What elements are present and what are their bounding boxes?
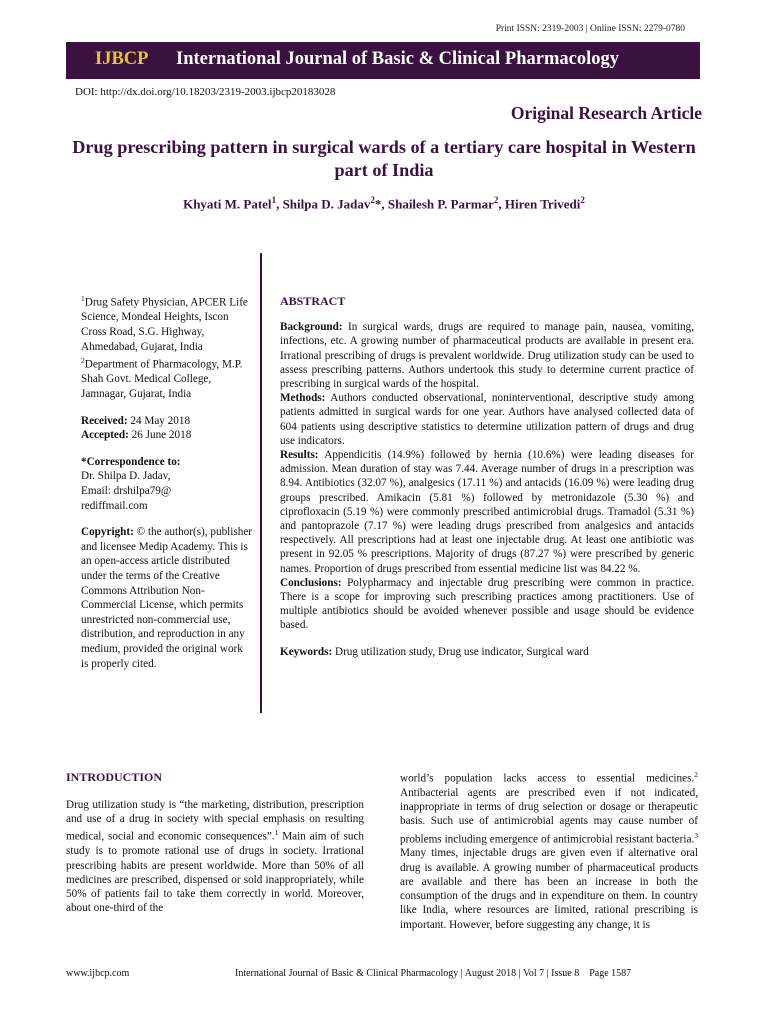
section-text: In surgical wards, drugs are required to manage pain, nausea, vomiting, infections, etc. A growing number of pharmaceutical products are available in present era. Irrational prescribing of drugs is prevalent worldwide. Drug utilization study can be used to assess prescribing patterns. Authors undertook this study to determine current practice of prescribing in surgical wards of the hospital.	[280, 321, 694, 391]
text-run: Main aim of such study is to promote rational use of drugs in society. Irrational prescribing habits are present worldwide. More than 50% of all medicines are prescribed, dispensed or sold inappropriately, while 50% of patients fail to take them correctly in world. Moreover, about one-third of the	[66, 831, 364, 915]
correspondence-email[interactable]: rediffmail.com	[81, 499, 148, 512]
section-label: Conclusions:	[280, 576, 342, 589]
keywords-label: Keywords:	[280, 645, 333, 658]
abstract-background	[280, 320, 694, 391]
affiliation	[81, 292, 253, 354]
keywords	[280, 645, 694, 659]
received-label: Received:	[81, 414, 128, 427]
citation-ref[interactable]: 3	[694, 830, 698, 840]
footer-website[interactable]: www.ijbcp.com	[66, 968, 130, 979]
journal-banner	[66, 42, 700, 79]
copyright-label: Copyright:	[81, 526, 134, 539]
author-separator: ,	[276, 196, 283, 212]
author-separator: ,	[381, 196, 388, 212]
author-affiliation-mark: 2	[370, 195, 375, 205]
received-date: 24 May 2018	[130, 414, 191, 427]
affiliation-mark: 1	[81, 294, 85, 303]
section-label: Results:	[280, 449, 319, 462]
article-info-sidebar	[81, 292, 253, 683]
correspondence-label: *Correspondence to:	[81, 455, 181, 468]
section-label: Methods:	[280, 392, 326, 405]
citation-ref[interactable]: 2	[694, 770, 698, 779]
text-run: world’s population lacks access to essential medicines.	[400, 772, 695, 785]
column-divider	[260, 253, 262, 713]
copyright-text: © the author(s), publisher and licensee Medip Academy. This is an open-access article distributed under the terms of the Creative Commons Attribution Non-Commercial License, which permits unrestricted non-commercial use, distribution, and reproduction in any medium, provided the original work is properly cited.	[81, 526, 253, 670]
paragraph	[66, 798, 364, 915]
issn-line: Print ISSN: 2319-2003 | Online ISSN: 2279-0780	[495, 24, 685, 34]
section-text: Polypharmacy and injectable drug prescribing were common in practice. There is a scope for improving such prescribing practices among practitioners. Use of multiple antibiotics should be avoided whenever possible and usage should be evidence based.	[280, 576, 694, 632]
author-affiliation-mark: 2	[493, 195, 499, 205]
citation-ref[interactable]: 1	[274, 828, 279, 838]
abstract	[280, 294, 694, 659]
introduction-right-column	[400, 768, 698, 932]
author-affiliation-mark: 2	[580, 195, 585, 205]
affiliation-text: Department of Pharmacology, M.P. Shah Govt. Medical College, Jamnagar, Gujarat, India	[81, 358, 243, 401]
abstract-results	[280, 448, 694, 576]
paragraph	[400, 768, 698, 932]
article-title: Drug prescribing pattern in surgical wards of a tertiary care hospital in Western part of India	[72, 137, 696, 180]
affiliation-text: Drug Safety Physician, APCER Life Science, Mondeal Heights, Iscon Cross Road, S.G. Highway, Ahmedabad, Gujarat, India	[81, 296, 248, 353]
correspondence-line: Dr. Shilpa D. Jadav,	[81, 470, 171, 483]
abstract-conclusions	[280, 576, 694, 633]
text-run: Many times, injectable drugs are given even if alternative oral drug is available. A growing number of pharmaceutical products are available and there has been an increase in both the consumption of the drugs and in expenditure on them. In country like India, where resources are limited, rational prescribing is important. However, before suggesting any change, it is	[400, 847, 698, 931]
author-affiliation-mark: 1	[271, 195, 277, 205]
section-text: Authors conducted observational, noninterventional, descriptive study among patients admitted in surgical wards for one year. Authors have analysed collected data of 604 patients using descriptive statistics to determine utilization pattern of drugs and drug use indicators.	[280, 392, 694, 447]
text-run: Antibacterial agents are prescribed even if not indicated, inappropriate in terms of drug selection or dosage or therapeutic basis. Such use of antimicrobial agents may cause number of problems including emergence of antimicrobial resistant bacteria.	[400, 786, 698, 846]
affiliation-mark: 2	[81, 356, 85, 366]
section-label: Background:	[280, 321, 343, 334]
author-name: Khyati M. Patel	[183, 196, 272, 212]
affiliation	[81, 354, 253, 402]
affiliations	[81, 292, 253, 402]
article-type: Original Research Article	[510, 103, 702, 123]
author-separator: ,	[498, 196, 505, 212]
section-text: Appendicitis (14.9%) followed by hernia (10.6%) were leading diseases for admission. Mean duration of stay was 7.44. Average number of drugs in a prescription was 8.94. Antibiotics (32.07 %), analgesics (17.11 %) and antacids (16.09 %) were leading drug groups prescribed. Amikacin (5.81 %) followed by metronidazole (5.30 %) and ciprofloxacin (5.19 %) were commonly prescribed antimicrobial drugs. Tramadol (5.31 %) and pantoprazole (7.17 %) were leading drugs prescribed from analgesics and antacids respectively. All prescriptions had at least one injectable drug. At least one antibiotic was present in 92.05 % prescriptions. Majority of drugs (87.27 %) were prescribed by generic names. Proportion of drugs prescribed from essential medicine list was 84.22 %.	[280, 449, 694, 575]
accepted-date: 26 June 2018	[131, 429, 192, 442]
author-name: Hiren Trivedi	[504, 196, 581, 212]
accepted-label: Accepted:	[81, 429, 129, 442]
text-run: Drug utilization study is “the marketing, distribution, prescription and use of a drug in society with special emphasis on resulting medical, social and economic consequences”.	[66, 799, 364, 844]
correspondence	[81, 455, 253, 513]
abstract-methods	[280, 391, 694, 448]
abstract-heading: ABSTRACT	[280, 294, 346, 308]
corresponding-mark: *	[374, 196, 382, 212]
author-name: Shilpa D. Jadav	[282, 196, 371, 212]
introduction-left-column	[66, 798, 364, 915]
journal-name: International Journal of Basic & Clinical Pharmacology	[176, 49, 619, 69]
author-list	[60, 195, 708, 212]
copyright	[81, 525, 253, 671]
dates	[81, 414, 253, 443]
keywords-text: Drug utilization study, Drug use indicator, Surgical ward	[335, 645, 589, 658]
doi-link[interactable]: DOI: http://dx.doi.org/10.18203/2319-2003.ijbcp20183028	[75, 86, 336, 98]
introduction-heading: INTRODUCTION	[66, 770, 163, 784]
journal-abbreviation: IJBCP	[95, 49, 149, 69]
correspondence-email[interactable]: Email: drshilpa79@	[81, 485, 172, 497]
author-name: Shailesh P. Parmar	[387, 196, 494, 212]
footer-citation: International Journal of Basic & Clinical Pharmacology | August 2018 | Vol 7 | Issue 8 Page 1587	[235, 968, 632, 979]
